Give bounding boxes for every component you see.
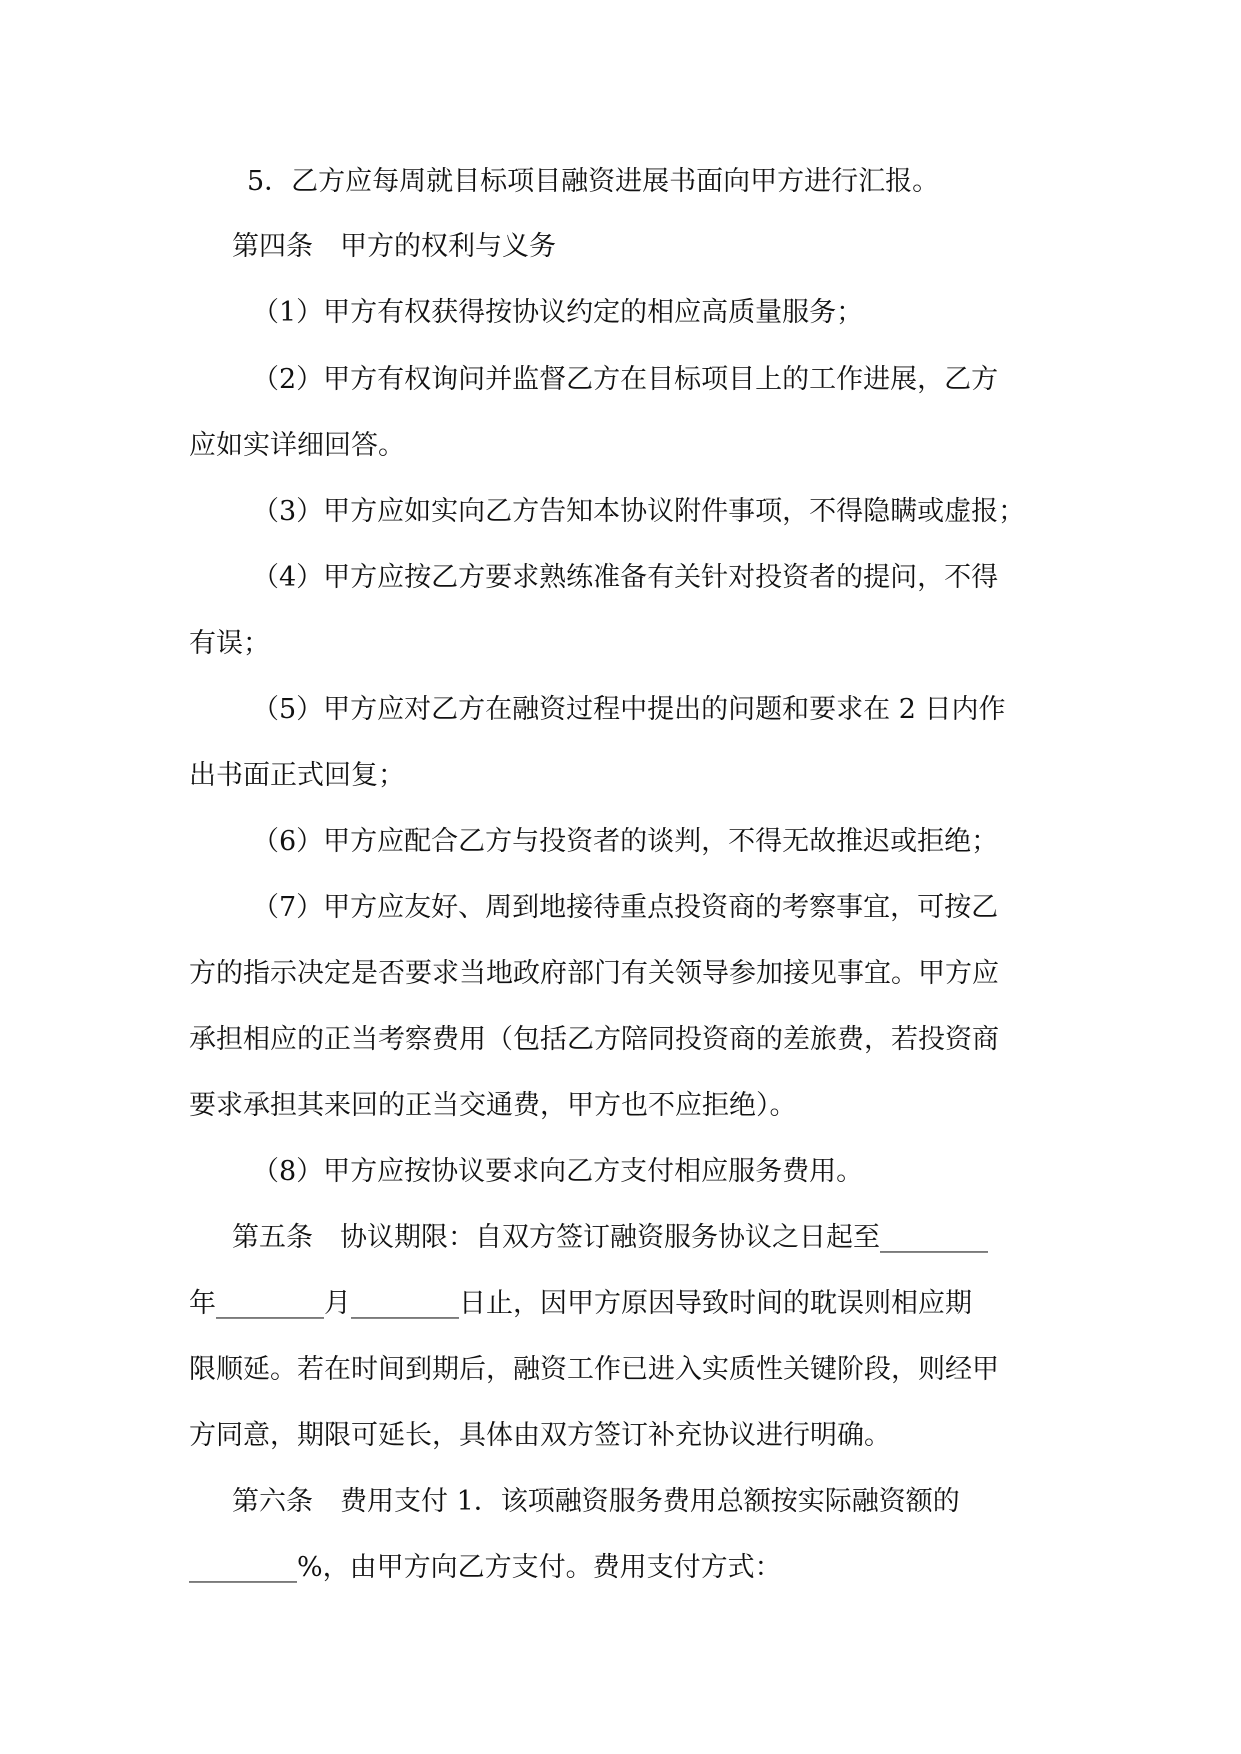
article-4-item-2-line-1: （2）甲方有权询问并监督乙方在目标项目上的工作进展，乙方: [252, 364, 999, 395]
article-4-item-4-line-1: （4）甲方应按乙方要求熟练准备有关针对投资者的提问，不得: [252, 562, 999, 593]
article-4-item-7-line-4: 要求承担其来回的正当交通费，甲方也不应拒绝）。: [189, 1090, 797, 1121]
article-4-item-4-line-2: 有误；: [189, 628, 270, 659]
article-4-item-5-line-1: （5）甲方应对乙方在融资过程中提出的问题和要求在 2 日内作: [252, 694, 1006, 725]
article-4-item-5-line-2: 出书面正式回复；: [189, 760, 405, 791]
article-4-item-8: （8）甲方应按协议要求向乙方支付相应服务费用。: [252, 1156, 864, 1187]
article-5-line-3: 限顺延。若在时间到期后，融资工作已进入实质性关键阶段，则经甲: [189, 1354, 999, 1385]
clause-3-item-5: 5．乙方应每周就目标项目融资进展书面向甲方进行汇报。: [247, 166, 940, 197]
article-4-item-7-line-1: （7）甲方应友好、周到地接待重点投资商的考察事宜，可按乙: [252, 892, 999, 923]
article-4-item-3: （3）甲方应如实向乙方告知本协议附件事项，不得隐瞒或虚报；: [252, 496, 1026, 527]
article-4-item-7-line-2: 方的指示决定是否要求当地政府部门有关领导参加接见事宜。甲方应: [189, 958, 999, 989]
article-4-item-2-line-2: 应如实详细回答。: [189, 430, 405, 461]
article-4-heading: 第四条 甲方的权利与义务: [232, 231, 556, 262]
article-5-line-2: 年________月________日止，因甲方原因导致时间的耽误则相应期: [189, 1288, 972, 1319]
article-6-line-2: ________%，由甲方向乙方支付。费用支付方式：: [189, 1552, 782, 1583]
article-6-line-1: 第六条 费用支付 1．该项融资服务费用总额按实际融资额的: [232, 1486, 960, 1517]
article-5-line-1: 第五条 协议期限：自双方签订融资服务协议之日起至________: [232, 1222, 988, 1253]
article-4-item-7-line-3: 承担相应的正当考察费用（包括乙方陪同投资商的差旅费，若投资商: [189, 1024, 999, 1055]
article-4-item-1: （1）甲方有权获得按协议约定的相应高质量服务；: [252, 297, 864, 328]
article-4-item-6: （6）甲方应配合乙方与投资者的谈判，不得无故推迟或拒绝；: [252, 826, 999, 857]
article-5-line-4: 方同意，期限可延长，具体由双方签订补充协议进行明确。: [189, 1420, 891, 1451]
